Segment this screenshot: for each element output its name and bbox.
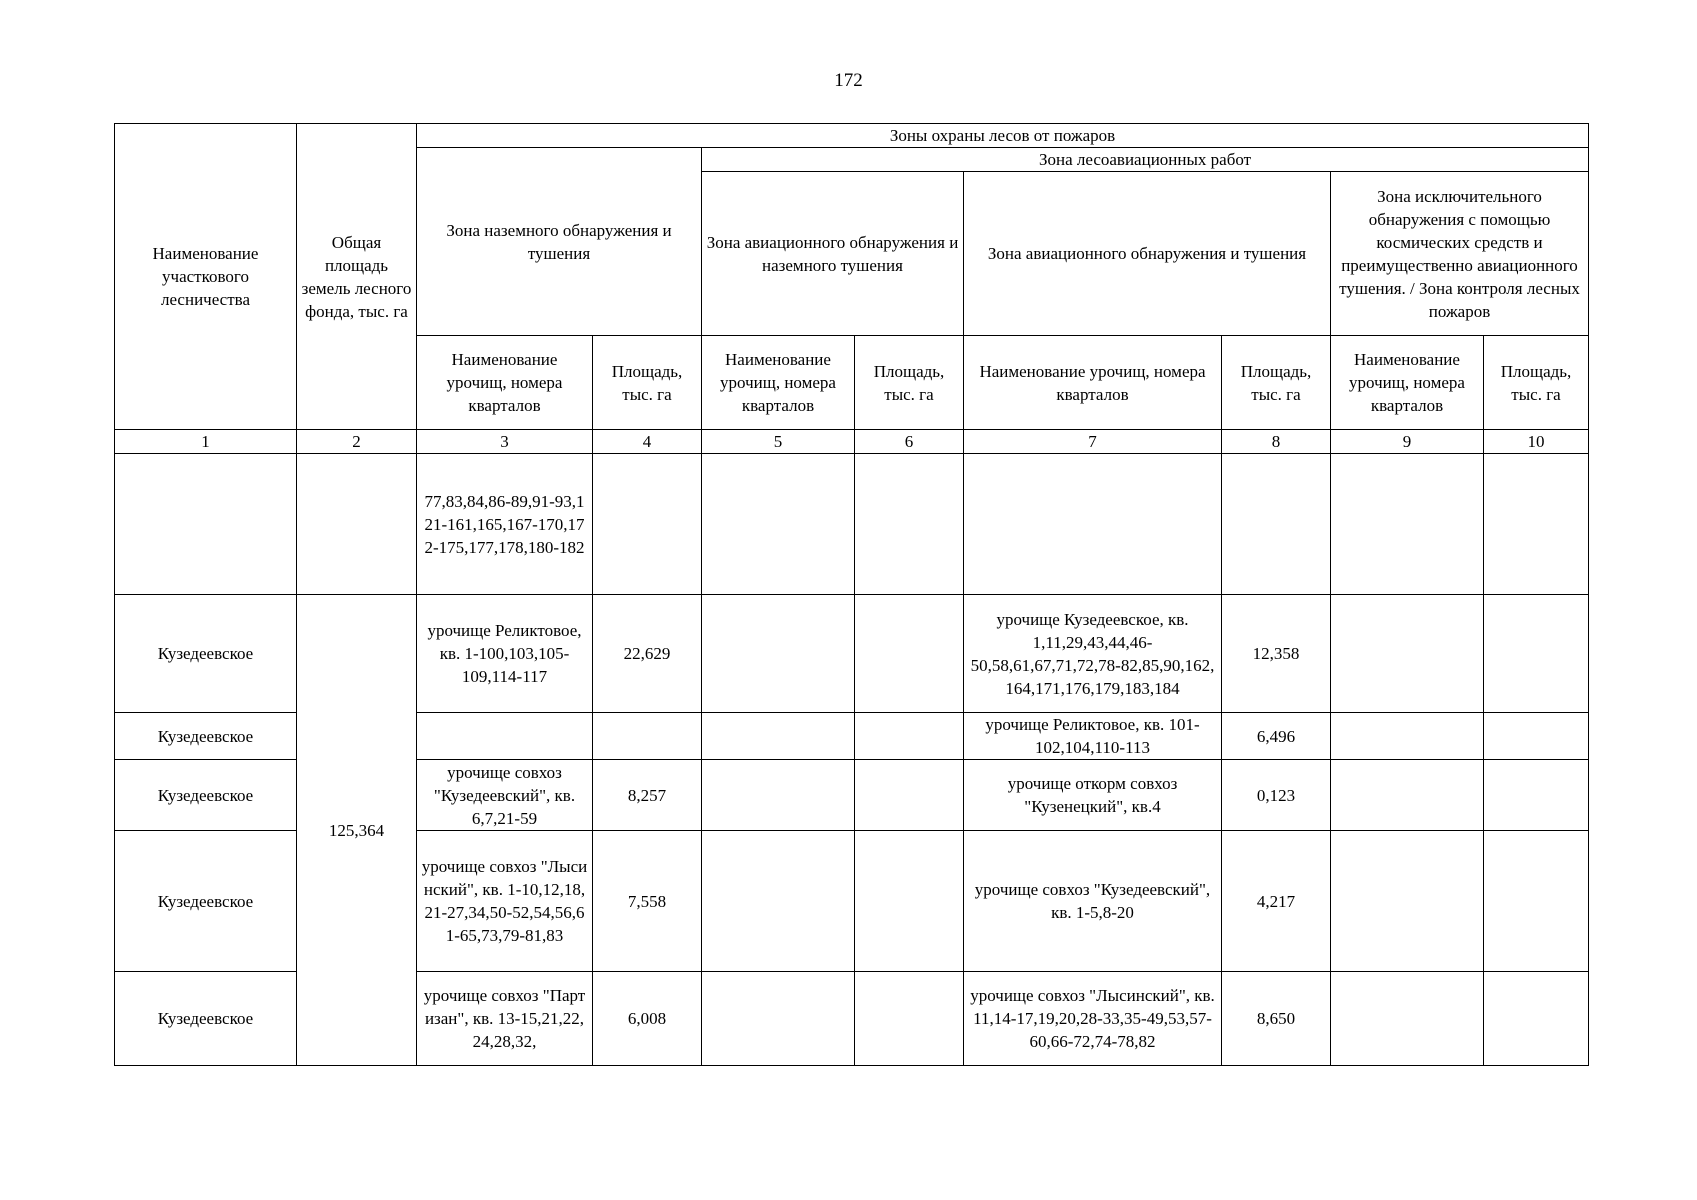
table-row [115,454,1589,595]
ground-area-cell [593,713,702,760]
forestry-cell: Кузедеевское [115,831,297,972]
empty-cell [702,972,855,1066]
ground-names-cell: урочище совхоз "Партизан", кв. 13-15,21,22,24,28,32, [417,972,593,1066]
forestry-cell: Кузедеевское [115,760,297,831]
subheader-aviation-ground-names: Наименование урочищ, номера кварталов [702,336,855,430]
aviation-names-cell [964,454,1222,595]
header-zone-ground-detection: Зона наземного обнаружения и тушения [417,148,702,336]
empty-cell [1331,454,1484,595]
column-number: 2 [297,430,417,454]
forest-fire-zones-table [114,123,1589,1066]
header-zone-aviation: Зона авиационного обнаружения и тушения [964,172,1331,336]
ground-names-cell: 77,83,84,86-89,91-93,121-161,165,167-170,172-175,177,178,180-182 [417,454,593,595]
ground-area-cell: 22,629 [593,595,702,713]
empty-cell [855,454,964,595]
empty-cell [855,972,964,1066]
header-zone-space-monitoring: Зона исключительного обнаружения с помощью космических средств и преимущественно авиационного тушения. / Зона контроля лесных пожаров [1331,172,1589,336]
aviation-names-cell: урочище откорм совхоз "Кузенецкий", кв.4 [964,760,1222,831]
subheader-aviation-ground-area: Площадь, тыс. га [855,336,964,430]
column-number: 5 [702,430,855,454]
ground-names-cell: урочище совхоз "Лысинский", кв. 1-10,12,18,21-27,34,50-52,54,56,61-65,73,79-81,83 [417,831,593,972]
aviation-area-cell: 6,496 [1222,713,1331,760]
empty-cell [855,831,964,972]
aviation-area-cell: 0,123 [1222,760,1331,831]
header-total-area: Общая площадь земель лесного фонда, тыс. га [297,124,417,430]
aviation-names-cell: урочище совхоз "Лысинский", кв. 11,14-17,19,20,28-33,35-49,53,57-60,66-72,74-78,82 [964,972,1222,1066]
page-number: 172 [834,70,863,91]
empty-cell [1331,760,1484,831]
forestry-cell: Кузедеевское [115,595,297,713]
empty-cell [1484,972,1589,1066]
column-number: 4 [593,430,702,454]
aviation-area-cell [1222,454,1331,595]
ground-area-cell [593,454,702,595]
column-number: 8 [1222,430,1331,454]
aviation-names-cell: урочище совхоз "Кузедеевский", кв. 1-5,8-20 [964,831,1222,972]
header-fire-protection-zones: Зоны охраны лесов от пожаров [417,124,1589,148]
subheader-ground-names: Наименование урочищ, номера кварталов [417,336,593,430]
empty-cell [855,713,964,760]
empty-cell [702,454,855,595]
empty-cell [1331,713,1484,760]
empty-cell [702,713,855,760]
ground-area-cell: 7,558 [593,831,702,972]
empty-cell [1331,595,1484,713]
column-number: 7 [964,430,1222,454]
forestry-cell [115,454,297,595]
aviation-area-cell: 12,358 [1222,595,1331,713]
subheader-aviation-names: Наименование урочищ, номера кварталов [964,336,1222,430]
subheader-space-names: Наименование урочищ, номера кварталов [1331,336,1484,430]
empty-cell [855,760,964,831]
aviation-area-cell: 4,217 [1222,831,1331,972]
ground-area-cell: 6,008 [593,972,702,1066]
empty-cell [1484,454,1589,595]
forestry-cell: Кузедеевское [115,972,297,1066]
empty-cell [1331,831,1484,972]
empty-cell [702,595,855,713]
column-number: 10 [1484,430,1589,454]
ground-names-cell: урочище совхоз "Кузедеевский", кв. 6,7,21-59 [417,760,593,831]
table-row [115,595,1589,713]
column-number: 3 [417,430,593,454]
column-number: 1 [115,430,297,454]
column-number: 9 [1331,430,1484,454]
total-area-cell: 125,364 [297,595,417,1066]
total-area-cell [297,454,417,595]
aviation-names-cell: урочище Реликтовое, кв. 101-102,104,110-113 [964,713,1222,760]
empty-cell [1484,831,1589,972]
header-zone-aviation-ground: Зона авиационного обнаружения и наземного тушения [702,172,964,336]
empty-cell [702,760,855,831]
header-forestry-name: Наименование участкового лесничества [115,124,297,430]
empty-cell [1484,595,1589,713]
ground-names-cell: урочище Реликтовое, кв. 1-100,103,105-109,114-117 [417,595,593,713]
empty-cell [1484,760,1589,831]
column-number: 6 [855,430,964,454]
subheader-space-area: Площадь, тыс. га [1484,336,1589,430]
empty-cell [1484,713,1589,760]
empty-cell [1331,972,1484,1066]
ground-names-cell [417,713,593,760]
subheader-ground-area: Площадь, тыс. га [593,336,702,430]
empty-cell [855,595,964,713]
aviation-area-cell: 8,650 [1222,972,1331,1066]
ground-area-cell: 8,257 [593,760,702,831]
forestry-cell: Кузедеевское [115,713,297,760]
subheader-aviation-area: Площадь, тыс. га [1222,336,1331,430]
aviation-names-cell: урочище Кузедеевское, кв. 1,11,29,43,44,46-50,58,61,67,71,72,78-82,85,90,162, 164,171,176,179,183,184 [964,595,1222,713]
empty-cell [702,831,855,972]
header-aviation-works-zone: Зона лесоавиационных работ [702,148,1589,172]
